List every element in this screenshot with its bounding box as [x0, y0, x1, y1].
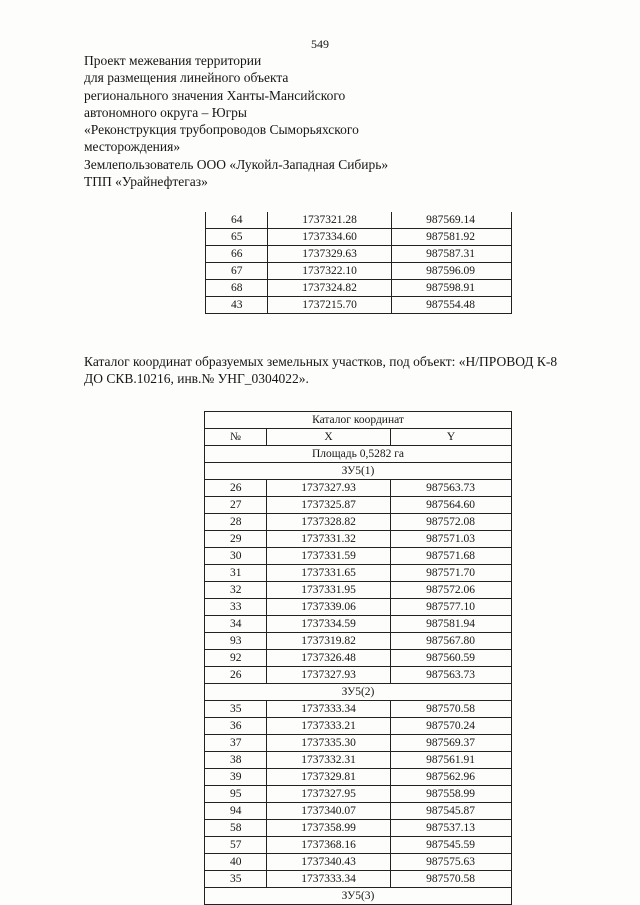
- coordinate-y: 987571.03: [391, 531, 512, 548]
- table-row: [205, 871, 512, 888]
- table-row: [206, 297, 512, 314]
- table-row: [205, 854, 512, 871]
- coordinate-y: 987561.91: [391, 752, 512, 769]
- coordinate-y: 987570.24: [391, 718, 512, 735]
- coordinate-y: 987570.58: [391, 871, 512, 888]
- point-number: 35: [205, 701, 267, 718]
- point-number: 26: [205, 667, 267, 684]
- point-number: 26: [205, 480, 267, 497]
- table-row: [206, 229, 512, 246]
- table-row: [205, 820, 512, 837]
- coordinate-y: 987571.70: [391, 565, 512, 582]
- table-row: [205, 650, 512, 667]
- table-row: [206, 280, 512, 297]
- table-row: [205, 480, 512, 497]
- coordinate-x: 1737325.87: [267, 497, 391, 514]
- header-line: Землепользователь ООО «Лукойл-Западная Сибирь»: [84, 156, 389, 172]
- table-row: [205, 531, 512, 548]
- point-number: 57: [205, 837, 267, 854]
- table-row: [206, 246, 512, 263]
- coordinate-y: 987575.63: [391, 854, 512, 871]
- coordinate-x: 1737326.48: [267, 650, 391, 667]
- header-line: автономного округа – Югры: [84, 104, 247, 120]
- coordinate-x: 1737327.93: [267, 480, 391, 497]
- section-name: ЗУ5(1): [205, 463, 512, 480]
- section-row: [205, 684, 512, 701]
- coordinate-y: 987545.59: [391, 837, 512, 854]
- point-number: 29: [205, 531, 267, 548]
- coordinate-y: 987563.73: [391, 480, 512, 497]
- header-line: регионального значения Ханты-Мансийского: [84, 87, 346, 103]
- section-row: [205, 888, 512, 905]
- coordinate-x: 1737328.82: [267, 514, 391, 531]
- coordinate-x: 1737322.10: [268, 263, 392, 280]
- table-row: [205, 514, 512, 531]
- coordinate-x: 1737215.70: [268, 297, 392, 314]
- point-number: 43: [206, 297, 268, 314]
- coordinate-x: 1737327.93: [267, 667, 391, 684]
- page-number: 549: [311, 37, 329, 51]
- point-number: 37: [205, 735, 267, 752]
- point-number: 38: [205, 752, 267, 769]
- coordinate-x: 1737358.99: [267, 820, 391, 837]
- coordinate-x: 1737333.34: [267, 701, 391, 718]
- point-number: 36: [205, 718, 267, 735]
- coordinate-y: 987598.91: [392, 280, 512, 297]
- column-header-x: X: [267, 429, 391, 446]
- coordinate-x: 1737331.32: [267, 531, 391, 548]
- header-line: Проект межевания территории: [84, 53, 262, 68]
- table-row: [206, 212, 512, 229]
- point-number: 27: [205, 497, 267, 514]
- point-number: 92: [205, 650, 267, 667]
- coordinate-x: 1737335.30: [267, 735, 391, 752]
- table-row: [205, 633, 512, 650]
- coordinate-y: 987570.58: [391, 701, 512, 718]
- coordinate-x: 1737331.65: [267, 565, 391, 582]
- catalog-title-row: [205, 412, 512, 429]
- point-number: 30: [205, 548, 267, 565]
- coordinate-y: 987554.48: [392, 297, 512, 314]
- point-number: 65: [206, 229, 268, 246]
- coordinate-y: 987587.31: [392, 246, 512, 263]
- coordinate-y: 987545.87: [391, 803, 512, 820]
- point-number: 95: [205, 786, 267, 803]
- point-number: 67: [206, 263, 268, 280]
- point-number: 28: [205, 514, 267, 531]
- coordinate-x: 1737319.82: [267, 633, 391, 650]
- header-line: «Реконструкция трубопроводов Сыморьяхского: [84, 122, 359, 138]
- coordinate-x: 1737340.43: [267, 854, 391, 871]
- coordinates-catalog-table: [204, 411, 512, 905]
- point-number: 93: [205, 633, 267, 650]
- point-number: 33: [205, 599, 267, 616]
- area-label: Площадь 0,5282 га: [205, 446, 512, 463]
- coordinate-y: 987563.73: [391, 667, 512, 684]
- coordinate-x: 1737340.07: [267, 803, 391, 820]
- header-line: ТПП «Урайнефтегаз»: [84, 174, 208, 190]
- coordinate-x: 1737368.16: [267, 837, 391, 854]
- coordinate-x: 1737339.06: [267, 599, 391, 616]
- table-row: [205, 786, 512, 803]
- column-header-number: №: [205, 429, 267, 446]
- point-number: 40: [205, 854, 267, 871]
- table-row: [205, 735, 512, 752]
- section-name: ЗУ5(2): [205, 684, 512, 701]
- table-row: [205, 599, 512, 616]
- table-row: [205, 667, 512, 684]
- coordinate-y: 987564.60: [391, 497, 512, 514]
- coordinate-x: 1737334.59: [267, 616, 391, 633]
- coordinate-y: 987596.09: [392, 263, 512, 280]
- header-line: для размещения линейного объекта: [84, 70, 289, 86]
- table-row: [205, 582, 512, 599]
- point-number: 34: [205, 616, 267, 633]
- coordinates-table-continued: [205, 212, 512, 314]
- document-header: [84, 52, 504, 190]
- coordinate-x: 1737329.63: [268, 246, 392, 263]
- section-name: ЗУ5(3): [205, 888, 512, 905]
- catalog-title: Каталог координат: [205, 412, 512, 429]
- coordinate-y: 987571.68: [391, 548, 512, 565]
- catalog-caption: Каталог координат образуемых земельных участков, под объект: «Н/ПРОВОД К-8 ДО СКВ.10216, инв.№ УНГ_0304022».: [84, 354, 558, 386]
- table-row: [205, 497, 512, 514]
- coordinate-y: 987537.13: [391, 820, 512, 837]
- coordinate-x: 1737332.31: [267, 752, 391, 769]
- point-number: 66: [206, 246, 268, 263]
- column-header-row: [205, 429, 512, 446]
- table-row: [205, 769, 512, 786]
- coordinate-y: 987569.14: [392, 212, 512, 229]
- coordinate-x: 1737333.34: [267, 871, 391, 888]
- coordinate-x: 1737331.95: [267, 582, 391, 599]
- header-line: месторождения»: [84, 139, 181, 155]
- coordinate-y: 987581.94: [391, 616, 512, 633]
- coordinate-x: 1737324.82: [268, 280, 392, 297]
- coordinate-x: 1737333.21: [267, 718, 391, 735]
- point-number: 32: [205, 582, 267, 599]
- coordinate-x: 1737321.28: [268, 212, 392, 229]
- coordinate-y: 987572.06: [391, 582, 512, 599]
- table-row: [205, 803, 512, 820]
- point-number: 68: [206, 280, 268, 297]
- coordinate-x: 1737327.95: [267, 786, 391, 803]
- coordinate-y: 987558.99: [391, 786, 512, 803]
- table-row: [205, 701, 512, 718]
- table-row: [205, 616, 512, 633]
- table-row: [205, 565, 512, 582]
- column-header-y: Y: [391, 429, 512, 446]
- coordinate-y: 987577.10: [391, 599, 512, 616]
- point-number: 31: [205, 565, 267, 582]
- coordinate-x: 1737329.81: [267, 769, 391, 786]
- coordinate-x: 1737331.59: [267, 548, 391, 565]
- coordinate-y: 987562.96: [391, 769, 512, 786]
- coordinate-y: 987569.37: [391, 735, 512, 752]
- table-row: [205, 718, 512, 735]
- point-number: 35: [205, 871, 267, 888]
- coordinate-y: 987572.08: [391, 514, 512, 531]
- coordinate-x: 1737334.60: [268, 229, 392, 246]
- point-number: 64: [206, 212, 268, 229]
- table-row: [205, 752, 512, 769]
- table-row: [205, 548, 512, 565]
- coordinate-y: 987560.59: [391, 650, 512, 667]
- table-row: [205, 837, 512, 854]
- coordinate-y: 987567.80: [391, 633, 512, 650]
- area-row: [205, 446, 512, 463]
- table-row: [206, 263, 512, 280]
- point-number: 58: [205, 820, 267, 837]
- coordinate-y: 987581.92: [392, 229, 512, 246]
- section-row: [205, 463, 512, 480]
- point-number: 39: [205, 769, 267, 786]
- point-number: 94: [205, 803, 267, 820]
